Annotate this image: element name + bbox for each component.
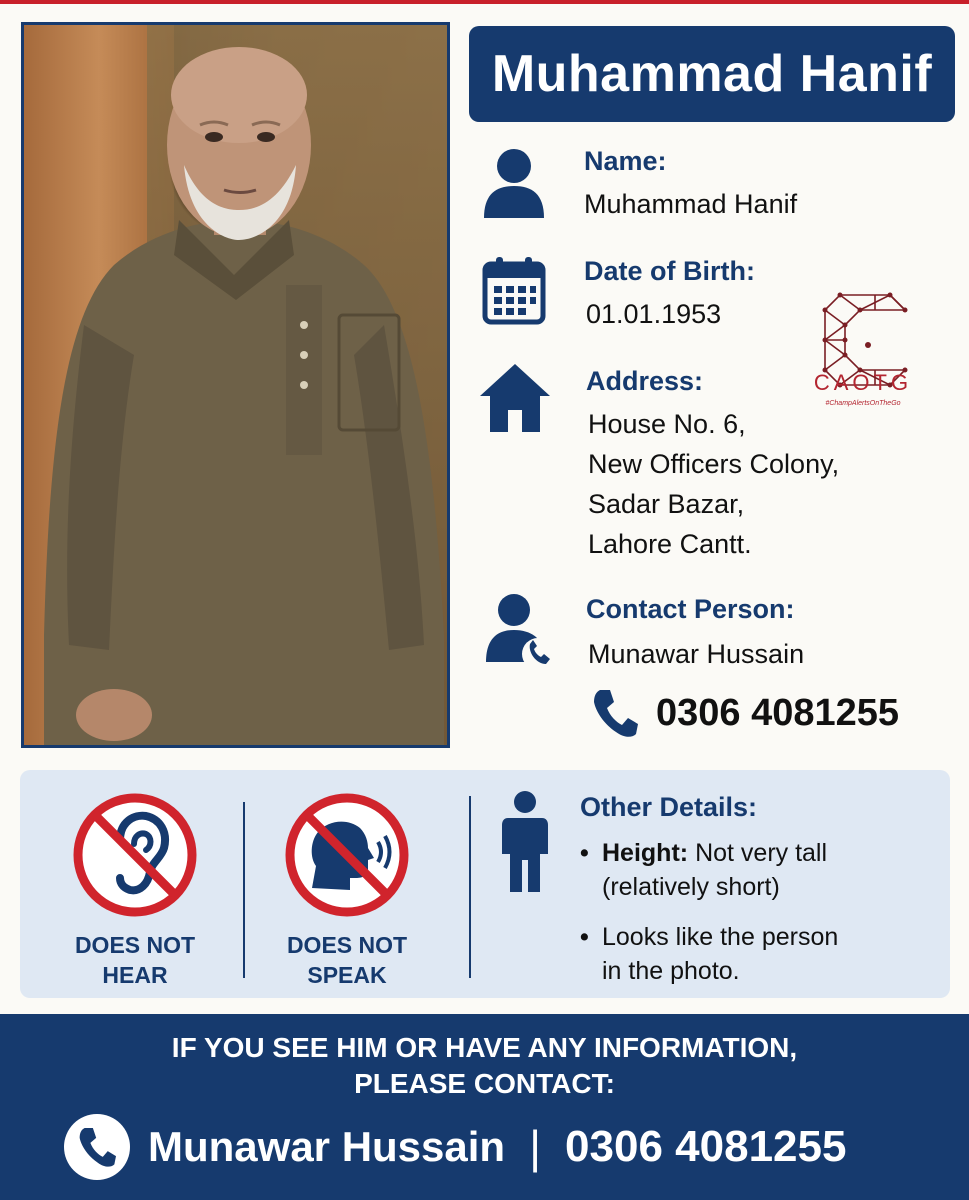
standing-person-icon [500, 790, 550, 894]
phone-icon [592, 688, 638, 738]
footer-line-2: PLEASE CONTACT: [354, 1068, 615, 1099]
contact-label: Contact Person: [586, 594, 795, 624]
does-not-speak-caption [272, 930, 422, 990]
height-label: Height: [602, 839, 689, 867]
dob-value: 01.01.1953 [586, 299, 722, 329]
person-photo [21, 22, 450, 748]
address-label: Address: [586, 366, 704, 396]
contact-value: Munawar Hussain [588, 639, 805, 669]
name-label: Name: [584, 146, 667, 176]
address-line-2: New Officers Colony, [588, 449, 840, 479]
footer-phone-number[interactable]: 0306 4081255 [565, 1122, 847, 1171]
address-line-3: Sadar Bazar, [588, 489, 745, 519]
footer-phone-badge [64, 1114, 130, 1180]
name-value: Muhammad Hanif [584, 189, 798, 219]
person-figure [24, 25, 447, 745]
no-speaking-icon [284, 792, 410, 918]
top-rule [0, 0, 969, 4]
height-value: Not very tall [695, 839, 828, 867]
look-line-2: in the photo. [602, 957, 740, 985]
speak-caption-line-1: DOES NOT [286, 932, 408, 958]
footer-line-1: IF YOU SEE HIM OR HAVE ANY INFORMATION, [171, 1032, 798, 1063]
logo-tagline: #ChampAlertsOnTheGo [825, 400, 901, 407]
hear-caption-line-2: HEAR [102, 962, 168, 988]
look-line-1: Looks like the person [602, 923, 839, 951]
panel-divider-1 [243, 802, 245, 978]
dob-label: Date of Birth: [584, 256, 755, 286]
footer-separator: | [529, 1121, 542, 1173]
speak-caption-line-2: SPEAK [307, 962, 387, 988]
logo-text: CAOTG [813, 370, 913, 395]
phone-line [592, 686, 899, 740]
address-line-4: Lahore Cantt. [588, 529, 752, 559]
calendar-icon [482, 256, 546, 326]
address-line-1: House No. 6, [588, 409, 746, 439]
footer-phone-icon [78, 1126, 116, 1168]
footer-contact [64, 1112, 846, 1182]
height-value-2: (relatively short) [602, 873, 780, 901]
other-details-title: Other Details: [580, 792, 758, 822]
phone-number[interactable]: 0306 4081255 [656, 691, 900, 734]
height-detail: • Height: Not very tall [580, 839, 828, 867]
panel-divider-2 [469, 796, 471, 978]
does-not-hear-caption [60, 930, 210, 990]
no-hearing-icon [72, 792, 198, 918]
person-icon [482, 146, 546, 220]
footer-contact-name: Munawar Hussain [148, 1123, 506, 1170]
name-banner: Muhammad Hanif [469, 26, 955, 122]
look-detail: • Looks like the person [580, 923, 839, 951]
hear-caption-line-1: DOES NOT [74, 932, 196, 958]
contact-person-icon [484, 592, 556, 672]
home-icon [478, 362, 552, 434]
